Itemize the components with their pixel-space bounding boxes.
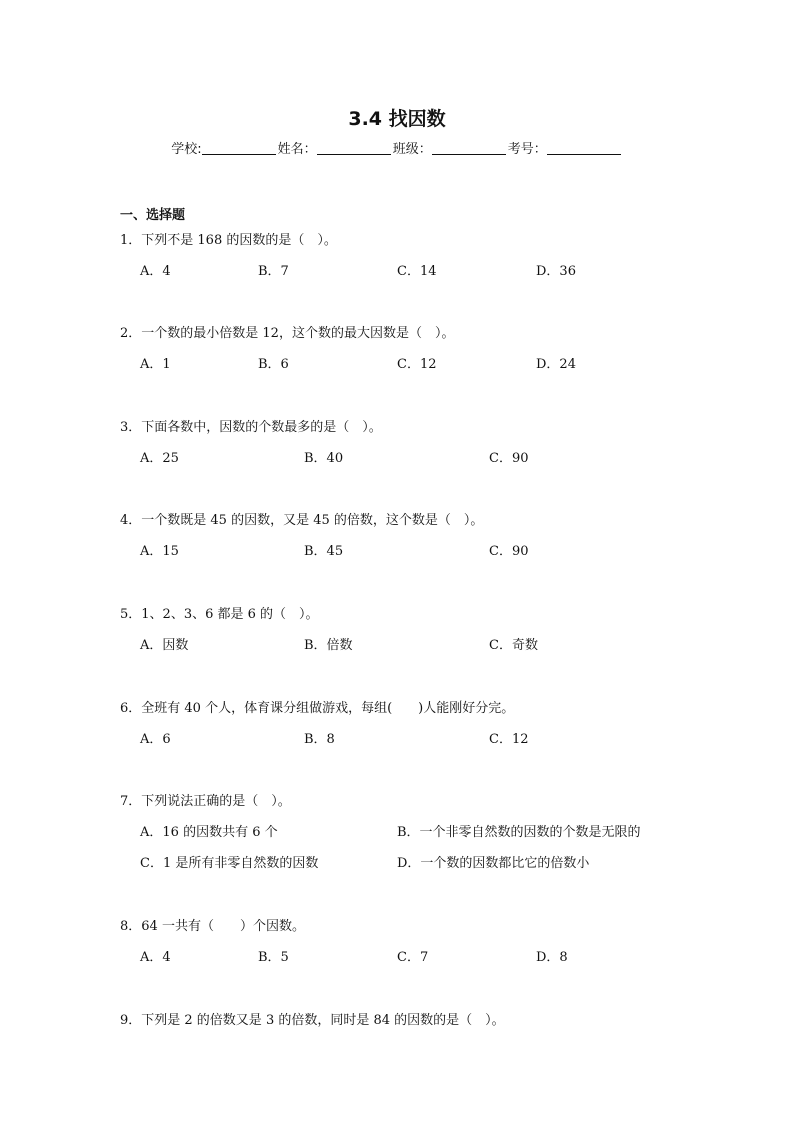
q2-option-a[interactable]: A．1 xyxy=(140,357,171,372)
q7-option-b[interactable]: B．一个非零自然数的因数的个数是无限的 xyxy=(397,825,641,840)
q5-option-b[interactable]: B．倍数 xyxy=(304,638,353,653)
name-label: 姓名： xyxy=(277,142,317,157)
section-heading: 一、选择题 xyxy=(120,208,186,223)
q1-option-d[interactable]: D．36 xyxy=(536,264,576,279)
q3-option-c[interactable]: C．90 xyxy=(489,451,529,466)
question-6: 6．全班有 40 个人，体育课分组做游戏，每组( )人能刚好分完。 xyxy=(120,701,515,716)
q8-option-c[interactable]: C．7 xyxy=(397,950,429,965)
q1-option-a[interactable]: A．4 xyxy=(140,264,171,279)
question-8: 8．64 一共有（ ）个因数。 xyxy=(120,919,305,934)
question-3: 3．下面各数中，因数的个数最多的是（ ）。 xyxy=(120,420,382,435)
q8-option-b[interactable]: B．5 xyxy=(258,950,289,965)
q3-option-a[interactable]: A．25 xyxy=(140,451,179,466)
q8-option-d[interactable]: D．8 xyxy=(536,950,568,965)
q2-option-c[interactable]: C．12 xyxy=(397,357,437,372)
q2-option-b[interactable]: B．6 xyxy=(258,357,289,372)
name-blank[interactable] xyxy=(317,141,391,155)
q7-option-c[interactable]: C．1 是所有非零自然数的因数 xyxy=(140,856,319,871)
school-label: 学校: xyxy=(171,142,202,157)
q6-option-a[interactable]: A．6 xyxy=(140,732,171,747)
q3-option-b[interactable]: B．40 xyxy=(304,451,344,466)
q5-option-c[interactable]: C．奇数 xyxy=(489,638,538,653)
school-blank[interactable] xyxy=(202,141,276,155)
number-label: 考号： xyxy=(507,142,547,157)
q6-option-b[interactable]: B．8 xyxy=(304,732,335,747)
question-9: 9．下列是 2 的倍数又是 3 的倍数，同时是 84 的因数的是（ ）。 xyxy=(120,1013,505,1028)
q4-option-b[interactable]: B．45 xyxy=(304,544,344,559)
question-5: 5．1、2、3、6 都是 6 的（ ）。 xyxy=(120,607,319,622)
q6-option-c[interactable]: C．12 xyxy=(489,732,529,747)
q4-option-c[interactable]: C．90 xyxy=(489,544,529,559)
q1-option-c[interactable]: C．14 xyxy=(397,264,437,279)
q2-option-d[interactable]: D．24 xyxy=(536,357,576,372)
class-blank[interactable] xyxy=(432,141,506,155)
q5-option-a[interactable]: A．因数 xyxy=(140,638,189,653)
question-1: 1．下列不是 168 的因数的是（ ）。 xyxy=(120,233,337,248)
question-4: 4．一个数既是 45 的因数，又是 45 的倍数，这个数是（ ）。 xyxy=(120,513,484,528)
q8-option-a[interactable]: A．4 xyxy=(140,950,171,965)
number-blank[interactable] xyxy=(547,141,621,155)
q7-option-a[interactable]: A．16 的因数共有 6 个 xyxy=(140,825,278,840)
question-2: 2．一个数的最小倍数是 12，这个数的最大因数是（ ）。 xyxy=(120,326,455,341)
class-label: 班级： xyxy=(392,142,432,157)
q7-option-d[interactable]: D．一个数的因数都比它的倍数小 xyxy=(397,856,590,871)
student-info-line xyxy=(0,138,794,157)
page-title: 3.4 找因数 xyxy=(348,108,446,130)
question-7: 7．下列说法正确的是（ ）。 xyxy=(120,794,291,809)
q1-option-b[interactable]: B．7 xyxy=(258,264,289,279)
q4-option-a[interactable]: A．15 xyxy=(140,544,179,559)
